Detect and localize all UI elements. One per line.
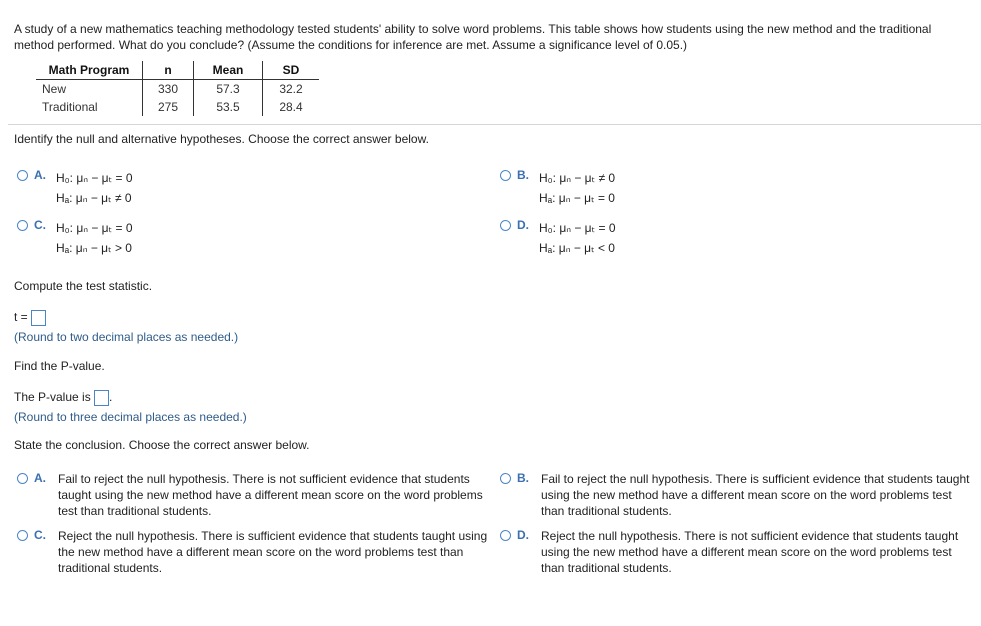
option-text: Fail to reject the null hypothesis. There is not sufficient evidence that students taught using the new method have a different mean score on the word problems test than traditional students. — [58, 472, 483, 518]
p-value-label: The P-value is — [14, 390, 91, 404]
row-n: 330 — [143, 80, 194, 99]
alternative-hypothesis: Hₐ: μₙ − μₜ ≠ 0 — [56, 191, 132, 205]
row-n: 275 — [143, 98, 194, 116]
null-hypothesis: H₀: μₙ − μₜ = 0 — [56, 221, 133, 235]
radio-button[interactable] — [500, 220, 511, 231]
row-program: Traditional — [42, 100, 98, 114]
null-hypothesis: H₀: μₙ − μₜ ≠ 0 — [539, 171, 616, 185]
p-value-period: . — [109, 390, 113, 404]
data-table — [36, 61, 319, 116]
hypothesis-option-d[interactable] — [500, 218, 616, 258]
option-letter: D. — [517, 218, 529, 232]
table-row — [36, 98, 319, 116]
row-program: New — [42, 82, 67, 96]
p-value-row — [14, 389, 112, 406]
table-header-row — [36, 61, 319, 80]
problem-statement: A study of a new mathematics teaching methodology tested students' ability to solve word problems. This table shows how students using the new method and the traditional method performed. What do you conclude? (Assume the conditions for inference are met. Assume a significance level of 0.05.) — [14, 22, 932, 52]
test-statistic-row — [14, 309, 46, 326]
option-letter: D. — [517, 528, 529, 542]
radio-button[interactable] — [500, 530, 511, 541]
radio-button[interactable] — [500, 170, 511, 181]
hypothesis-option-c[interactable] — [17, 218, 133, 258]
option-text: Reject the null hypothesis. There is sufficient evidence that students taught using the new method have a different mean score on the word problems test than traditional students. — [58, 529, 488, 575]
option-letter: A. — [34, 471, 46, 485]
null-hypothesis: H₀: μₙ − μₜ = 0 — [539, 221, 616, 235]
p-value-answer-input[interactable] — [94, 390, 109, 406]
header-sd: SD — [263, 61, 320, 80]
radio-button[interactable] — [17, 220, 28, 231]
hypothesis-option-a[interactable] — [17, 168, 133, 208]
hypothesis-option-b[interactable] — [500, 168, 615, 208]
p-value-rounding-hint: (Round to three decimal places as needed.) — [14, 410, 247, 424]
row-mean: 53.5 — [194, 98, 263, 116]
option-letter: C. — [34, 218, 46, 232]
row-sd: 28.4 — [263, 98, 320, 116]
radio-button[interactable] — [17, 473, 28, 484]
header-mean: Mean — [194, 61, 263, 80]
radio-button[interactable] — [500, 473, 511, 484]
alternative-hypothesis: Hₐ: μₙ − μₜ = 0 — [539, 191, 615, 205]
table-row — [36, 80, 319, 99]
option-letter: C. — [34, 528, 46, 542]
test-statistic-prompt: Compute the test statistic. — [14, 279, 153, 293]
t-answer-input[interactable] — [31, 310, 46, 326]
option-text: Fail to reject the null hypothesis. There is sufficient evidence that students taught using the new method have a different mean score on the word problems test than traditional students. — [541, 472, 970, 518]
conclusion-prompt: State the conclusion. Choose the correct answer below. — [14, 438, 310, 452]
option-letter: A. — [34, 168, 46, 182]
p-value-prompt: Find the P-value. — [14, 359, 105, 373]
t-label: t = — [14, 310, 28, 324]
option-letter: B. — [517, 471, 529, 485]
conclusion-option-b[interactable] — [500, 471, 972, 519]
alternative-hypothesis: Hₐ: μₙ − μₜ < 0 — [539, 241, 615, 255]
t-rounding-hint: (Round to two decimal places as needed.) — [14, 330, 239, 344]
row-mean: 57.3 — [194, 80, 263, 99]
conclusion-option-a[interactable] — [17, 471, 495, 519]
null-hypothesis: H₀: μₙ − μₜ = 0 — [56, 171, 133, 185]
option-text: Reject the null hypothesis. There is not sufficient evidence that students taught using the new method have a different mean score on the word problems test than traditional students. — [541, 529, 959, 575]
row-sd: 32.2 — [263, 80, 320, 99]
divider — [8, 124, 981, 125]
hypotheses-prompt: Identify the null and alternative hypotheses. Choose the correct answer below. — [14, 132, 429, 146]
radio-button[interactable] — [17, 530, 28, 541]
conclusion-option-d[interactable] — [500, 528, 972, 576]
radio-button[interactable] — [17, 170, 28, 181]
header-n: n — [143, 61, 194, 80]
option-letter: B. — [517, 168, 529, 182]
alternative-hypothesis: Hₐ: μₙ − μₜ > 0 — [56, 241, 132, 255]
header-math-program: Math Program — [36, 61, 143, 80]
conclusion-option-c[interactable] — [17, 528, 499, 576]
